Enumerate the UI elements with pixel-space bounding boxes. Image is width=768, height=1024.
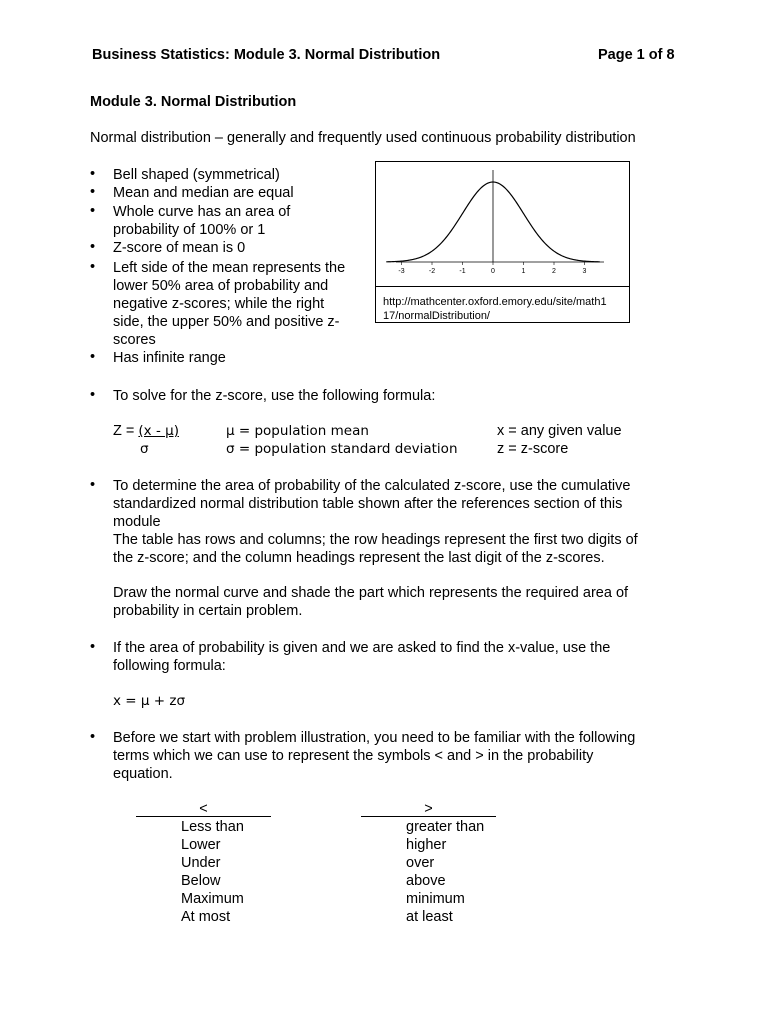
module-title: Module 3. Normal Distribution <box>90 94 297 110</box>
less-term: Maximum <box>181 891 244 907</box>
less-term: At most <box>181 909 231 925</box>
intro-text: Normal distribution – generally and frequently used continuous probability distribution <box>90 130 636 146</box>
x-tick-label: 3 <box>582 268 587 275</box>
bell-curve-chart <box>376 162 629 285</box>
greater-term: at least <box>406 909 453 925</box>
x-tick-label: 1 <box>521 268 526 275</box>
figure-divider <box>376 286 629 287</box>
xvalue-formula: x = μ + zσ <box>113 693 186 709</box>
less-term: Below <box>181 873 221 889</box>
greater-term: higher <box>406 837 447 853</box>
bullet-icon: • <box>90 477 96 493</box>
x-tick-label: -3 <box>398 268 405 275</box>
bullet-icon: • <box>90 729 96 745</box>
bullet-icon: • <box>90 239 96 255</box>
bullet-icon: • <box>90 203 96 219</box>
bullet-icon: • <box>90 184 96 200</box>
less-term: Less than <box>181 819 244 835</box>
x-tick-label: -2 <box>428 268 436 275</box>
z-definition: z = z-score <box>497 441 569 457</box>
formula-numerator: (x - μ) <box>138 423 179 439</box>
greater-than-header: > <box>361 802 496 817</box>
formula-z-label: Z = <box>113 423 139 439</box>
bullet-icon: • <box>90 166 96 182</box>
bullet-icon: • <box>90 387 96 403</box>
x-definition: x = any given value <box>497 423 622 439</box>
greater-term: minimum <box>406 891 465 907</box>
greater-term: greater than <box>406 819 485 835</box>
less-term: Under <box>181 855 221 871</box>
mu-definition: μ = population mean <box>226 423 369 439</box>
bullet-icon: • <box>90 349 96 365</box>
page-number: Page 1 of 8 <box>598 47 675 63</box>
figure-source-url[interactable]: http://mathcenter.oxford.emory.edu/site/math1 17/normalDistribution/ <box>383 296 607 322</box>
bell-curve-figure <box>375 161 630 323</box>
bullet-icon: • <box>90 639 96 655</box>
x-tick-label: 0 <box>491 268 495 275</box>
sigma-definition: σ = population standard deviation <box>226 441 458 457</box>
greater-term: over <box>406 855 435 871</box>
less-than-header: < <box>136 802 271 817</box>
greater-term: above <box>406 873 446 889</box>
bullet-icon: • <box>90 259 96 275</box>
x-tick-label: 2 <box>552 268 556 275</box>
x-tick-label: -1 <box>459 268 466 275</box>
less-term: Lower <box>181 837 221 853</box>
document-header-title: Business Statistics: Module 3. Normal Distribution <box>92 47 441 63</box>
formula-denominator: σ <box>140 441 149 457</box>
